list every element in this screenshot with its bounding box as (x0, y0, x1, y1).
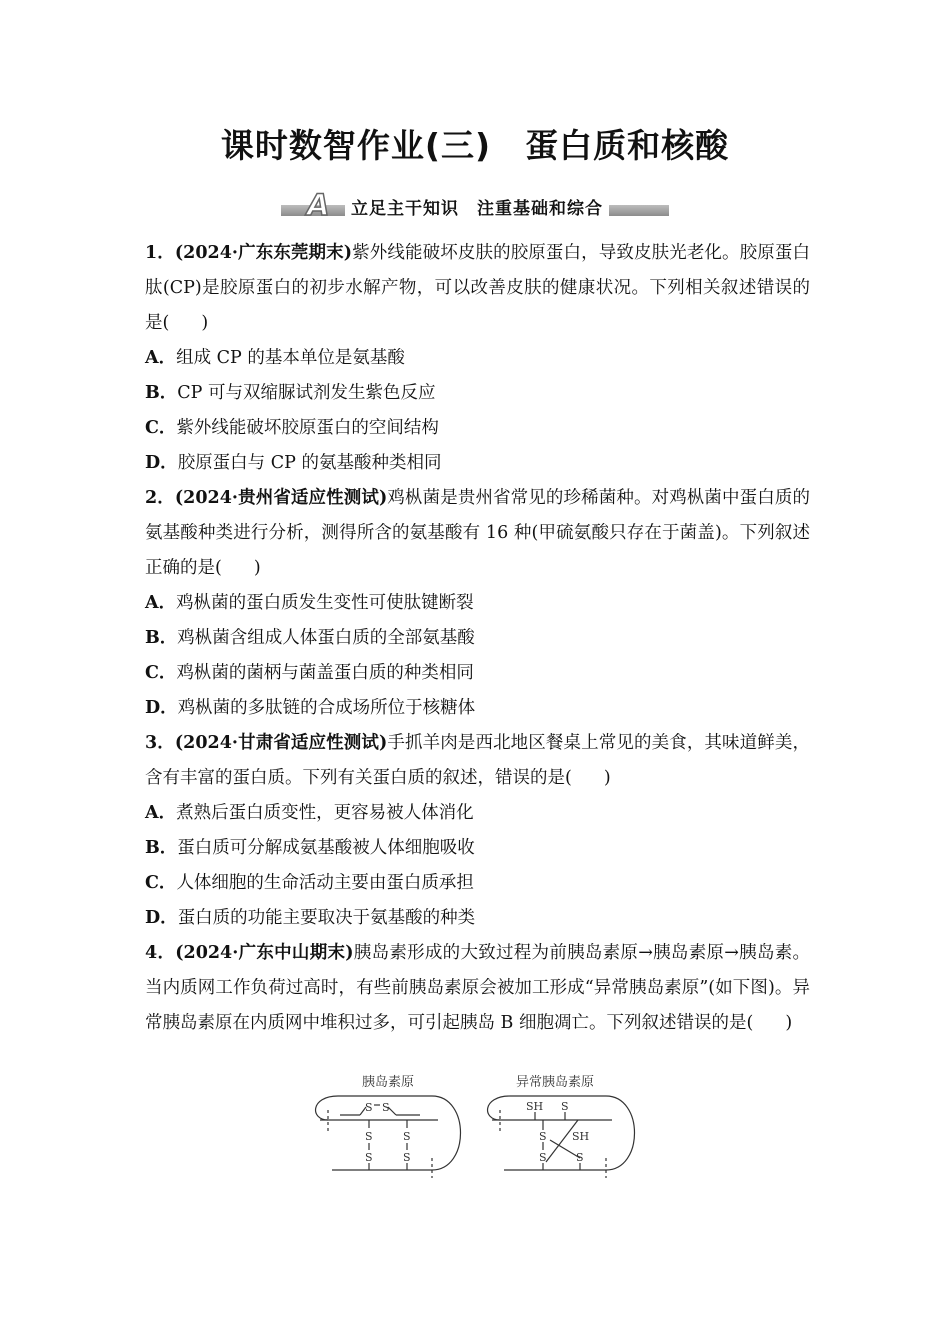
option-a: A．煮熟后蛋白质变性，更容易被人体消化 (145, 803, 474, 823)
section-letter: A (307, 188, 330, 222)
page-title (0, 120, 950, 167)
disulfide-s: S (561, 1100, 569, 1113)
option-d: D．鸡枞菌的多肽链的合成场所位于核糖体 (145, 698, 476, 718)
question-4: 4．(2024·广东中山期末)胰岛素形成的大致过程为前胰岛素原→胰岛素原→胰岛素。当内质网工作负荷过高时，有些前胰岛素原会被加工形成“异常胰岛素原”(如下图)。异常胰岛素原在内质网中堆积过多，可引起胰岛 B 细胞凋亡。下列叙述错误的是( ) (145, 943, 811, 1033)
question-1: 1．(2024·广东东莞期末)紫外线能破坏皮肤的胶原蛋白，导致皮肤光老化。胶原蛋白肽(CP)是胶原蛋白的初步水解产物，可以改善皮肤的健康状况。下列相关叙述错误的是( ) (145, 243, 810, 333)
option-b: B．CP 可与双缩脲试剂发生紫色反应 (145, 383, 436, 403)
section-heading: 立足主干知识 注重基础和综合 (345, 194, 609, 219)
option-b: B．蛋白质可分解成氨基酸被人体细胞吸收 (145, 838, 475, 858)
question-3: 3．(2024·甘肃省适应性测试)手抓羊肉是西北地区餐桌上常见的美食，其味道鲜美，含有丰富的蛋白质。下列有关蛋白质的叙述，错误的是( ) (145, 733, 810, 788)
disulfide-s: S (539, 1130, 547, 1143)
option-d: D．蛋白质的功能主要取决于氨基酸的种类 (145, 908, 476, 928)
option-c: C．人体细胞的生命活动主要由蛋白质承担 (145, 873, 474, 893)
question-stem: 紫外线能破坏皮肤的胶原蛋白，导致皮肤光老化。胶原蛋白肽(CP)是胶原蛋白的初步水解产物，可以改善皮肤的健康状况。下列相关叙述错误的是( (145, 243, 810, 333)
option-a: A．鸡枞菌的蛋白质发生变性可使肽键断裂 (145, 593, 474, 613)
disulfide-s: S (365, 1151, 373, 1164)
disulfide-s: S (403, 1130, 411, 1143)
question-2: 2．(2024·贵州省适应性测试)鸡枞菌是贵州省常见的珍稀菌种。对鸡枞菌中蛋白质的氨基酸种类进行分析，测得所含的氨基酸有 16 种(甲硫氨酸只存在于菌盖)。下列叙述正确的是( ) (145, 488, 810, 578)
question-source: (2024·广东中山期末) (175, 943, 354, 963)
thiol-sh: SH (572, 1130, 590, 1143)
title-main: 课时数智作业(三) (220, 126, 492, 165)
diagram-label-proinsulin: 胰岛素原 (362, 1075, 415, 1090)
title-sub: 蛋白质和核酸 (525, 126, 730, 165)
question-source: (2024·甘肃省适应性测试) (174, 733, 388, 753)
section-banner (281, 190, 669, 222)
proinsulin-diagram (310, 1070, 650, 1180)
question-stem: 手抓羊肉是西北地区餐桌上常见的美食，其味道鲜美，含有丰富的蛋白质。下列有关蛋白质的叙述，错误的是( (145, 733, 810, 788)
option-c: C．鸡枞菌的菌柄与菌盖蛋白质的种类相同 (145, 663, 474, 683)
question-stem: 胰岛素形成的大致过程为前胰岛素原→胰岛素原→胰岛素。当内质网工作负荷过高时，有些前胰岛素原会被加工形成“异常胰岛素原”(如下图)。异常胰岛素原在内质网中堆积过多，可引起胰岛 B 细胞凋亡。下列叙述错误的是( (145, 943, 811, 1033)
question-source: (2024·广东东莞期末) (174, 243, 353, 263)
disulfide-s: S (539, 1151, 547, 1164)
disulfide-s: S (576, 1151, 584, 1164)
diagram-label-abnormal: 异常胰岛素原 (516, 1075, 595, 1090)
disulfide-s: S (365, 1101, 373, 1114)
disulfide-s: S (382, 1101, 390, 1114)
thiol-sh: SH (526, 1100, 544, 1113)
question-stem: 鸡枞菌是贵州省常见的珍稀菌种。对鸡枞菌中蛋白质的氨基酸种类进行分析，测得所含的氨基酸有 16 种(甲硫氨酸只存在于菌盖)。下列叙述正确的是( (145, 488, 810, 578)
disulfide-s: S (403, 1151, 411, 1164)
option-c: C．紫外线能破坏胶原蛋白的空间结构 (145, 418, 439, 438)
disulfide-s: S (365, 1130, 373, 1143)
question-source: (2024·贵州省适应性测试) (174, 488, 388, 508)
option-b: B．鸡枞菌含组成人体蛋白质的全部氨基酸 (145, 628, 475, 648)
option-d: D．胶原蛋白与 CP 的氨基酸种类相同 (145, 453, 442, 473)
question-list (145, 236, 810, 1041)
option-a: A．组成 CP 的基本单位是氨基酸 (145, 348, 405, 368)
